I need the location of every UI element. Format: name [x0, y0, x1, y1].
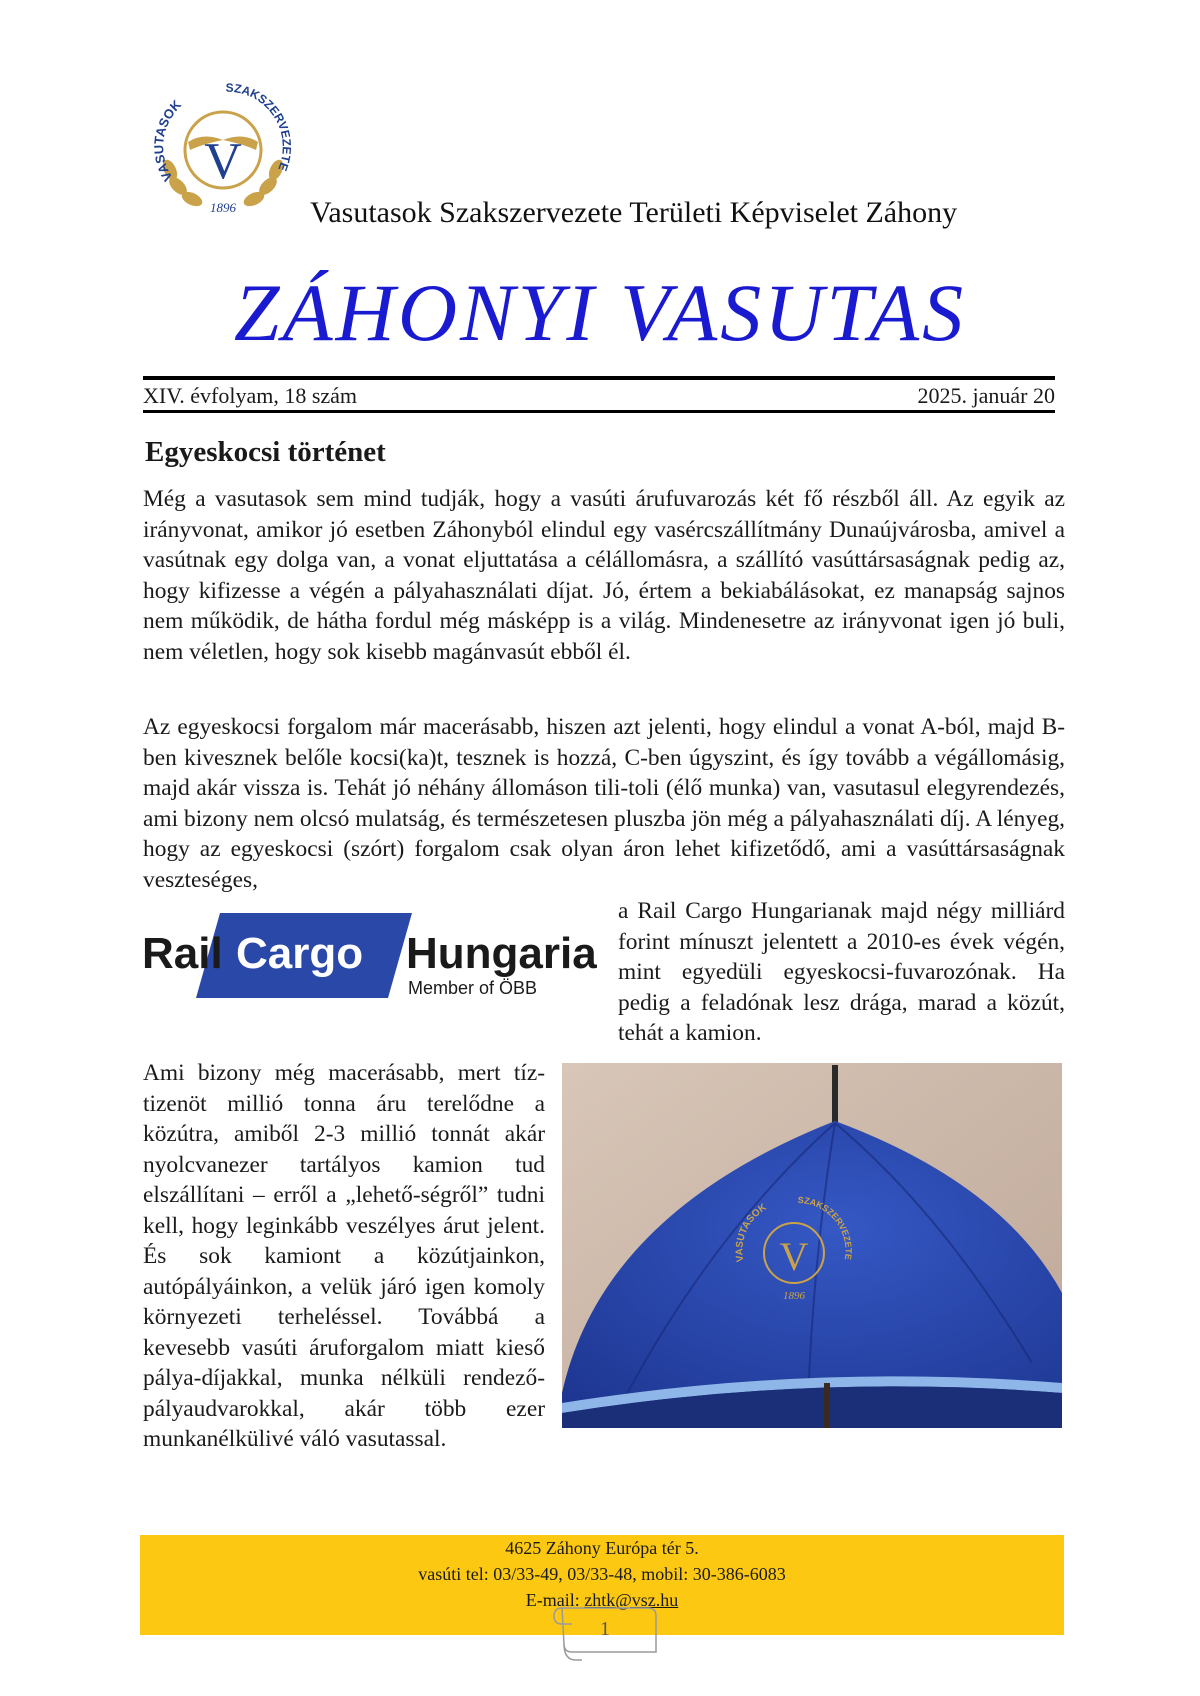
svg-text:V: V	[204, 133, 242, 190]
umbrella-photo	[562, 1063, 1062, 1428]
article-title: Egyeskocsi történet	[145, 436, 386, 468]
svg-text:Cargo: Cargo	[236, 929, 364, 978]
article-paragraph-2: Az egyeskocsi forgalom már macerásabb, hiszen azt jelenti, hogy elindul a vonat A-ból, majd B-ben kivesznek belőle kocsi(ka)t, tesznek is hozzá, C-ben úgyszint, és így tovább a végállomásig, majd akár vissza is. Tehát jó néhány állomáson tili-toli (élő munka) van, vasutasul elegyrendezés, ami bizony nem olcsó mulatság, és természetesen pluszba jön még a pályahasználati díj. A lényeg, hogy az egyeskocsi (szórt) forgalom csak olyan áron lehet kifizetődő, ami a vasúttársaságnak veszteséges,	[143, 714, 1065, 893]
svg-text:1896: 1896	[210, 200, 236, 215]
issue-volume: XIV. évfolyam, 18 szám	[143, 383, 358, 408]
svg-text:VASUTASOK: VASUTASOK	[734, 1201, 769, 1263]
rail-cargo-hungaria-logo	[140, 910, 605, 1000]
organization-name: Vasutasok Szakszervezete Területi Képviselet Záhony	[310, 196, 958, 229]
page-number: 1	[600, 1618, 610, 1640]
svg-text:V: V	[779, 1234, 809, 1279]
issue-line	[143, 383, 1055, 411]
footer-address: 4625 Záhony Európa tér 5.	[505, 1538, 699, 1558]
footer-phones: vasúti tel: 03/33-49, 03/33-48, mobil: 30-386-6083	[418, 1564, 786, 1584]
newsletter-masthead: ZÁHONYI VASUTAS	[233, 267, 967, 358]
header-rule-bottom	[143, 410, 1055, 413]
article-paragraph-4: Ami bizony még macerásabb, mert tíz-tizenöt millió tonna áru terelődne a közútra, amiből 2-3 millió tonnát akár nyolcvanezer tartályos kamion tud elszállítani – erről a „lehető-ségről” tudni kell, hogy leginkább veszélyes árut jelent. És sok kamiont a közútjainkon, autópályáinkon, a velük járó igen komoly környezeti terheléssel. Továbbá a kevesebb vasúti áruforgalom miatt kieső pálya-díjakkal, munka nélküli rendező-pályaudvarokkal, akár több ezer munkanélkülivé váló vasutassal.	[143, 1060, 545, 1452]
umbrella-shaft	[824, 1383, 830, 1428]
header-rule-top	[143, 376, 1055, 380]
footer-email-label: E-mail:	[525, 1590, 585, 1610]
footer-email-link[interactable]: zhtk@vsz.hu	[584, 1590, 679, 1610]
issue-date: 2025. január 20	[917, 383, 1055, 408]
svg-text:Member of ÖBB: Member of ÖBB	[408, 978, 538, 998]
article-paragraph-1: Még a vasutasok sem mind tudják, hogy a vasúti árufuvarozás két fő részből áll. Az egyik az irányvonat, amikor jó esetben Záhonyból elindul egy vasércszállítmány Dunaújvárosba, amivel a vasútnak egy dolga van, a vonat eljuttatása a célállomásra, a szállító vasúttársaságnak pedig az, hogy kifizesse a végén a pályahasználati díjat. Jó, értem a bekiabálásokat, ez manapság sajnos nem működik, de hátha fordul még másképp is a világ. Mindenesetre az irányvonat igen jó buli, nem véletlen, hogy sok kisebb magánvasút ebből él.	[143, 486, 1065, 665]
svg-text:SZAKSZERVEZETE: SZAKSZERVEZETE	[225, 80, 294, 173]
umbrella-tip	[832, 1065, 838, 1125]
svg-text:1896: 1896	[783, 1290, 805, 1302]
svg-text:Hungaria: Hungaria	[406, 929, 597, 978]
svg-text:Rail: Rail	[142, 929, 223, 978]
union-logo-seal	[148, 72, 298, 222]
svg-text:VASUTASOK: VASUTASOK	[151, 96, 185, 185]
article-paragraph-3: a Rail Cargo Hungarianak majd négy milliárd forint mínuszt jelentett a 2010-es évek végén, mint egyedüli egyeskocsi-fuvarozónak. Ha pedig a feladónak lesz drága, marad a közút, tehát a kamion.	[618, 898, 1065, 1046]
svg-text:SZAKSZERVEZETE: SZAKSZERVEZETE	[797, 1194, 854, 1261]
